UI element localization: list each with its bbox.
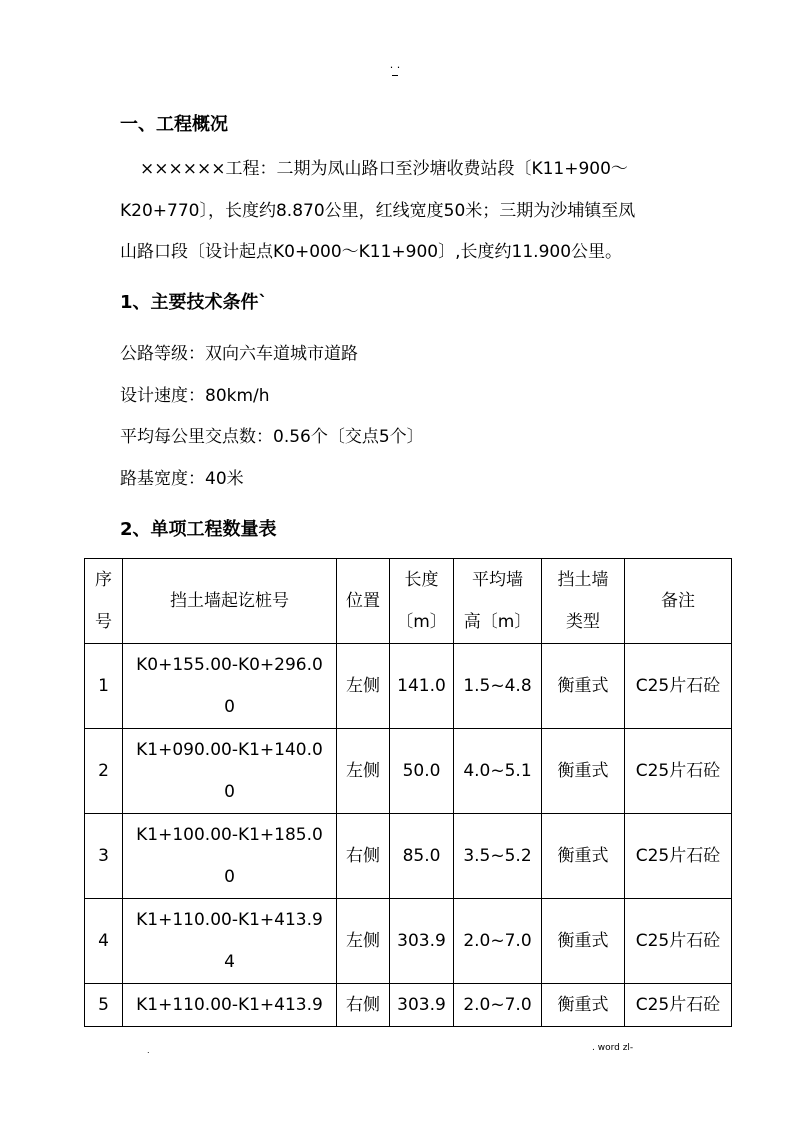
row-range: K1+100.00-K1+185.0 0 (123, 814, 337, 899)
section-title-overview: 一、工程概况 (120, 114, 228, 135)
table-row (85, 729, 732, 814)
overview-line-3: 山路口段〔设计起点K0+000～K11+900〕,长度约11.900公里。 (120, 242, 623, 262)
header-note: 备注 (625, 559, 732, 644)
row-type: 衡重式 (542, 814, 625, 899)
row-range: K0+155.00-K0+296.0 0 (123, 644, 337, 729)
header-length: 长度 〔m〕 (390, 559, 454, 644)
row-note: C25片石砼 (625, 644, 732, 729)
row-height: 2.0~7.0 (454, 984, 542, 1027)
row-note: C25片石砼 (625, 729, 732, 814)
section-title-tech: 1、主要技术条件` (120, 292, 268, 313)
row-length: 303.9 (390, 984, 454, 1027)
row-length: 85.0 (390, 814, 454, 899)
row-position: 右侧 (337, 984, 390, 1027)
row-type: 衡重式 (542, 899, 625, 984)
row-height: 4.0~5.1 (454, 729, 542, 814)
row-note: C25片石砼 (625, 984, 732, 1027)
table-row (85, 814, 732, 899)
header-type: 挡土墙 类型 (542, 559, 625, 644)
row-range: K1+110.00-K1+413.9 4 (123, 899, 337, 984)
table-row (85, 984, 732, 1027)
overview-line-1: ××××××工程：二期为凤山路口至沙塘收费站段〔K11+900～ (140, 159, 628, 179)
row-no: 1 (85, 644, 123, 729)
row-length: 50.0 (390, 729, 454, 814)
tech-item-grade: 公路等级：双向六车道城市道路 (120, 344, 358, 364)
row-position: 右侧 (337, 814, 390, 899)
row-note: C25片石砼 (625, 899, 732, 984)
row-height: 1.5~4.8 (454, 644, 542, 729)
row-position: 左侧 (337, 729, 390, 814)
table-header-row (85, 559, 732, 644)
row-height: 3.5~5.2 (454, 814, 542, 899)
header-range: 挡土墙起讫桩号 (123, 559, 337, 644)
row-height: 2.0~7.0 (454, 899, 542, 984)
header-dots: · · (389, 61, 401, 74)
footer-right-mark: . word zl- (592, 1043, 634, 1053)
table-row (85, 644, 732, 729)
row-range: K1+110.00-K1+413.9 (123, 984, 337, 1027)
row-length: 141.0 (390, 644, 454, 729)
row-no: 3 (85, 814, 123, 899)
header-position: 位置 (337, 559, 390, 644)
row-no: 5 (85, 984, 123, 1027)
row-no: 4 (85, 899, 123, 984)
header-underline (392, 75, 398, 76)
section-title-table: 2、单项工程数量表 (120, 519, 277, 540)
row-type: 衡重式 (542, 984, 625, 1027)
row-type: 衡重式 (542, 644, 625, 729)
quantity-table (84, 558, 732, 1027)
header-height: 平均墙 高〔m〕 (454, 559, 542, 644)
tech-item-speed: 设计速度：80km/h (120, 386, 270, 406)
row-range: K1+090.00-K1+140.0 0 (123, 729, 337, 814)
row-note: C25片石砼 (625, 814, 732, 899)
overview-line-2: K20+770〕，长度约8.870公里，红线宽度50米；三期为沙埔镇至凤 (120, 201, 636, 221)
table-row (85, 899, 732, 984)
tech-item-intersections: 平均每公里交点数：0.56个〔交点5个〕 (120, 427, 424, 447)
header-mark (380, 62, 410, 76)
row-position: 左侧 (337, 899, 390, 984)
footer-left-mark: . (147, 1046, 150, 1055)
header-no: 序 号 (85, 559, 123, 644)
tech-item-width: 路基宽度：40米 (120, 469, 244, 489)
row-position: 左侧 (337, 644, 390, 729)
row-type: 衡重式 (542, 729, 625, 814)
row-no: 2 (85, 729, 123, 814)
row-length: 303.9 (390, 899, 454, 984)
